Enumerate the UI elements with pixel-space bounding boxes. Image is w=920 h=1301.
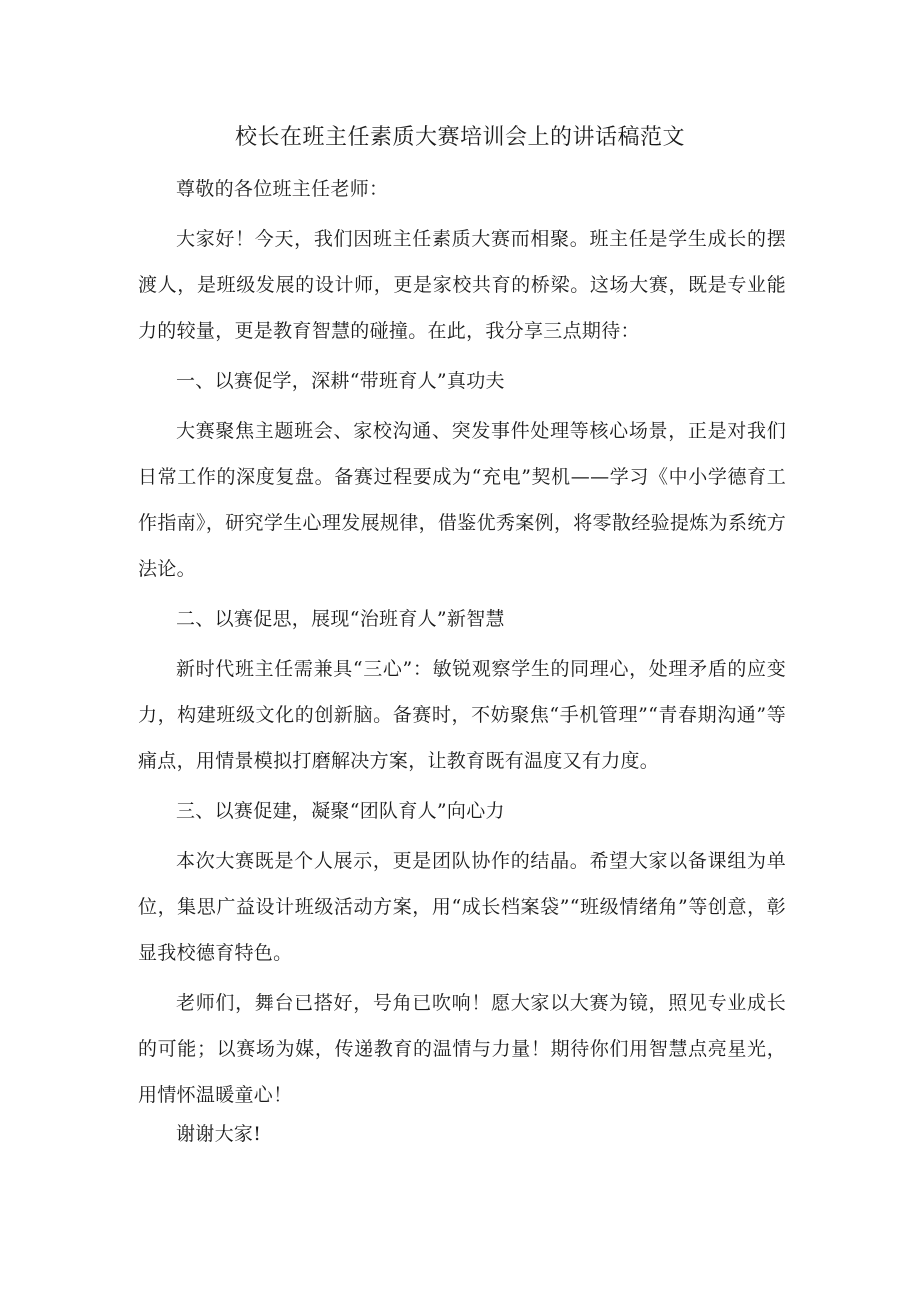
section-heading-1: 一、以赛促学，深耕“带班育人”真功夫 bbox=[176, 370, 505, 392]
paragraph-section-3: 本次大赛既是个人展示，更是团队协作的结晶。希望大家以备课组为单位，集思广益设计班级活动方案，用“成长档案袋”“班级情绪角”等创意，彰显我校德育特色。 bbox=[138, 850, 786, 964]
paragraph-section-2: 新时代班主任需兼具“三心”：敏锐观察学生的同理心，处理矛盾的应变力，构建班级文化的创新脑。备赛时，不妨聚焦“手机管理”“青春期沟通”等痛点，用情景模拟打磨解决方案，让教育既有温度又有力度。 bbox=[138, 658, 786, 772]
section-heading-3: 三、以赛促建，凝聚“团队育人”向心力 bbox=[176, 800, 505, 822]
paragraph-section-1: 大赛聚焦主题班会、家校沟通、突发事件处理等核心场景，正是对我们日常工作的深度复盘。备赛过程要成为“充电”契机——学习《中小学德育工作指南》，研究学生心理发展规律，借鉴优秀案例，将零散经验提炼为系统方法论。 bbox=[138, 420, 786, 580]
paragraph-conclusion: 老师们，舞台已搭好，号角已吹响！愿大家以大赛为镜，照见专业成长的可能；以赛场为媒，传递教育的温情与力量！期待你们用智慧点亮星光，用情怀温暖童心！ bbox=[138, 992, 786, 1106]
paragraph-intro: 大家好！今天，我们因班主任素质大赛而相聚。班主任是学生成长的摆渡人，是班级发展的设计师，更是家校共育的桥梁。这场大赛，既是专业能力的较量，更是教育智慧的碰撞。在此，我分享三点期待： bbox=[138, 228, 786, 342]
document-body bbox=[138, 166, 786, 1150]
greeting: 尊敬的各位班主任老师： bbox=[176, 178, 389, 200]
document-title: 校长在班主任素质大赛培训会上的讲话稿范文 bbox=[234, 125, 685, 150]
section-heading-2: 二、以赛促思，展现“治班育人”新智慧 bbox=[176, 608, 505, 630]
closing-thanks: 谢谢大家! bbox=[176, 1123, 262, 1145]
